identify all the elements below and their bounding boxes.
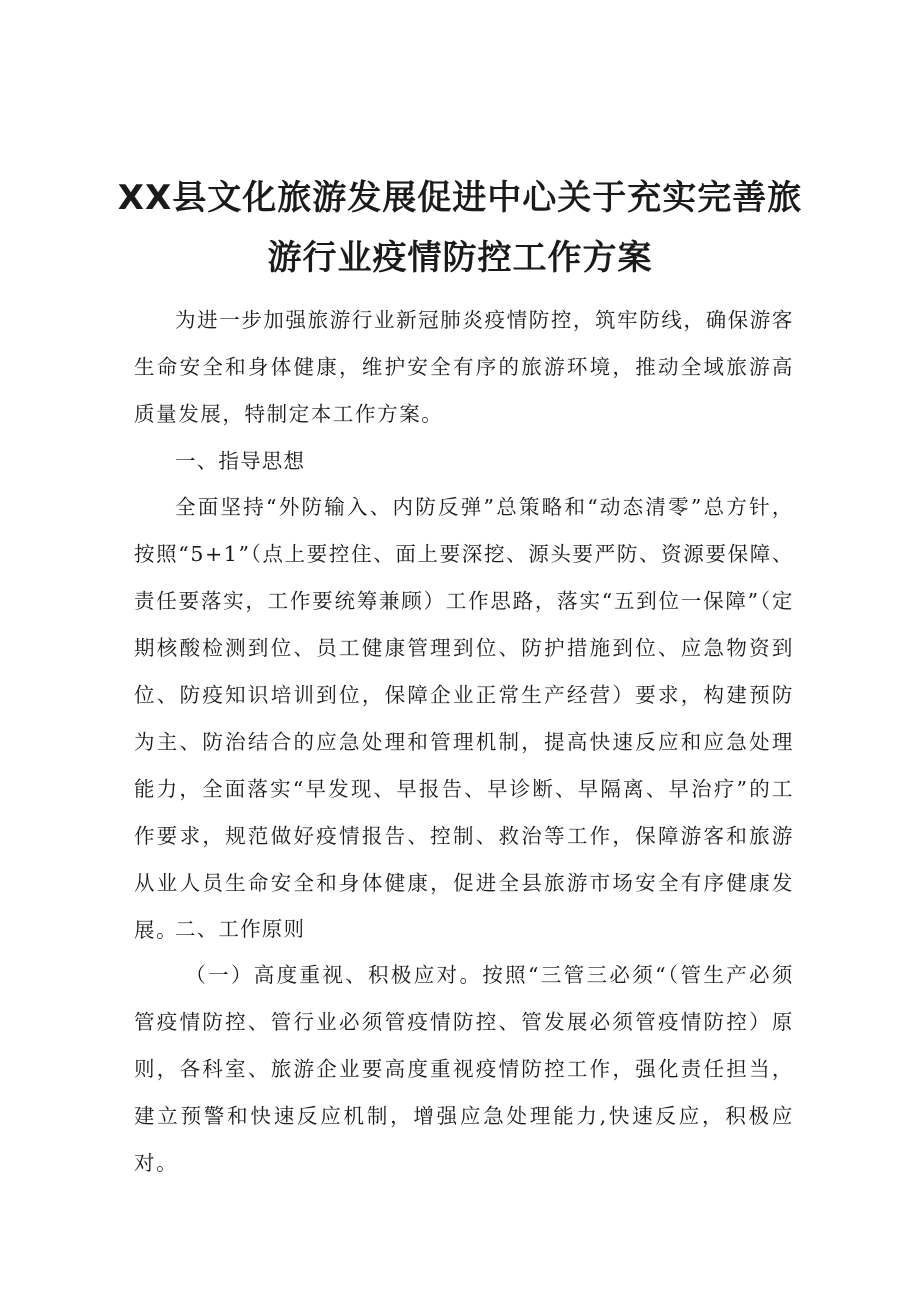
intro-paragraph: 为进一步加强旅游行业新冠肺炎疫情防控，筑牢防线，确保游客生命安全和身体健康，维护安全有序的旅游环境，推动全域旅游高质量发展，特制定本工作方案。 bbox=[134, 308, 794, 426]
section-heading-guiding-thought: 一、指导思想 bbox=[175, 449, 306, 473]
principle-item-1: （一）高度重视、积极应对。按照“三管三必须“（管生产必须管疫情防控、管行业必须管疫情防控、管发展必须管疫情防控）原则，各科室、旅游企业要高度重视疫情防控工作，强化责任担当，建立预警和快速反应机制，增强应急处理能力,快速反应，积极应对。 bbox=[134, 963, 794, 1175]
section-heading-work-principles: 二、工作原则 bbox=[175, 917, 306, 941]
section-paragraph-guiding-thought: 全面坚持“外防输入、内防反弹”总策略和“动态清零”总方针，按照“5+1”（点上要控住、面上要深挖、源头要严防、资源要保障、责任要落实，工作要统筹兼顾）工作思路，落实“五到位一保障”（定期核酸检测到位、员工健康管理到位、防护措施到位、应急物资到位、防疫知识培训到位，保障企业正常生产经营）要求，构建预防为主、防治结合的应急处理和管理机制，提高快速反应和应急处理能力，全面落实“早发现、早报告、早诊断、早隔离、早治疗”的工作要求，规范做好疫情报告、控制、救治等工作，保障游客和旅游从业人员生命安全和身体健康，促进全县旅游市场安全有序健康发展。 bbox=[134, 495, 794, 942]
document-title-line-1: XX县文化旅游发展促进中心关于充实完善旅 bbox=[117, 178, 803, 218]
document-title-line-2: 游行业疫情防控工作方案 bbox=[267, 238, 653, 278]
